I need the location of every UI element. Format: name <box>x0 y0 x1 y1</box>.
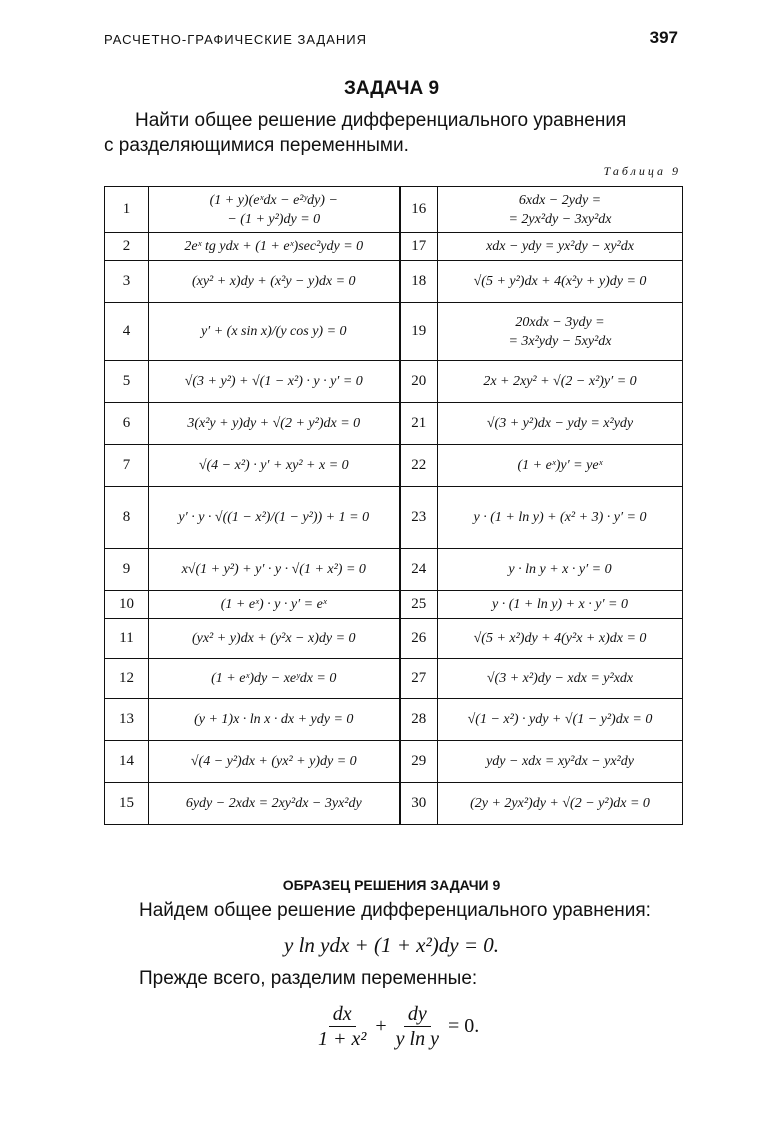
row-number-right: 20 <box>400 361 438 403</box>
table-row <box>105 659 683 699</box>
equation-right: y · (1 + ln y) + (x² + 3) · y′ = 0 <box>438 487 683 549</box>
equation-left: √(4 − x²) · y′ + xy² + x = 0 <box>149 445 400 487</box>
equation-left: 6ydy − 2xdx = 2xy²dx − 3yx²dy <box>149 783 400 825</box>
equation-left: √(4 − y²)dx + (yx² + y)dy = 0 <box>149 741 400 783</box>
equation-left: x√(1 + y²) + y′ · y · √(1 + x²) = 0 <box>149 549 400 591</box>
row-number-right: 24 <box>400 549 438 591</box>
row-number-right: 23 <box>400 487 438 549</box>
equation-right: √(5 + y²)dx + 4(x²y + y)dy = 0 <box>438 261 683 303</box>
equation-right: 20xdx − 3ydy = = 3x²ydy − 5xy²dx <box>438 303 683 361</box>
row-number-right: 19 <box>400 303 438 361</box>
table-caption: Таблица 9 <box>603 164 681 178</box>
fraction-1 <box>314 1002 370 1051</box>
equation-right: √(3 + x²)dy − xdx = y²xdx <box>438 659 683 699</box>
fraction-1-denominator: 1 + x² <box>318 1028 367 1050</box>
sample-paragraph-2: Прежде всего, разделим переменные: <box>139 968 478 989</box>
row-number-left: 3 <box>105 261 149 303</box>
equation-left: (y + 1)x · ln x · dx + ydy = 0 <box>149 699 400 741</box>
task-intro <box>104 108 682 158</box>
table-row <box>105 741 683 783</box>
equations-table <box>104 186 683 825</box>
equation-left: 3(x²y + y)dy + √(2 + y²)dx = 0 <box>149 403 400 445</box>
equation-right: xdx − ydy = yx²dy − xy²dx <box>438 233 683 261</box>
row-number-left: 13 <box>105 699 149 741</box>
row-number-right: 16 <box>400 187 438 233</box>
row-number-left: 10 <box>105 591 149 619</box>
fraction-2-numerator: dy <box>404 1002 431 1027</box>
row-number-right: 26 <box>400 619 438 659</box>
equation-right: √(5 + x²)dy + 4(y²x + x)dx = 0 <box>438 619 683 659</box>
fraction-2-denominator: y ln y <box>395 1028 439 1050</box>
table-row <box>105 783 683 825</box>
row-number-right: 22 <box>400 445 438 487</box>
row-number-left: 9 <box>105 549 149 591</box>
equation-right: (2y + 2yx²)dy + √(2 − y²)dx = 0 <box>438 783 683 825</box>
equation-right: √(3 + y²)dx − ydy = x²ydy <box>438 403 683 445</box>
row-number-right: 21 <box>400 403 438 445</box>
row-number-right: 18 <box>400 261 438 303</box>
row-number-right: 17 <box>400 233 438 261</box>
sample-equation-1: y ln ydx + (1 + x²)dy = 0. <box>284 933 499 957</box>
sample-equation-2 <box>312 1002 482 1051</box>
equation-left: (1 + eˣ) · y · y′ = eˣ <box>149 591 400 619</box>
row-number-left: 4 <box>105 303 149 361</box>
equation-left: (yx² + y)dx + (y²x − x)dy = 0 <box>149 619 400 659</box>
row-number-right: 27 <box>400 659 438 699</box>
equation-right: 2x + 2xy² + √(2 − x²)y′ = 0 <box>438 361 683 403</box>
equation-left: (xy² + x)dy + (x²y − y)dx = 0 <box>149 261 400 303</box>
row-number-right: 29 <box>400 741 438 783</box>
page-header <box>104 28 678 50</box>
equation-left: √(3 + y²) + √(1 − x²) · y · y′ = 0 <box>149 361 400 403</box>
table-row <box>105 591 683 619</box>
row-number-right: 28 <box>400 699 438 741</box>
sample-paragraph-1: Найдем общее решение дифференциального уравнения: <box>139 900 651 921</box>
row-number-left: 2 <box>105 233 149 261</box>
table-row <box>105 403 683 445</box>
equals-zero: = 0. <box>447 1015 480 1037</box>
row-number-right: 25 <box>400 591 438 619</box>
table-row <box>105 699 683 741</box>
row-number-left: 5 <box>105 361 149 403</box>
row-number-left: 6 <box>105 403 149 445</box>
table-row <box>105 187 683 233</box>
row-number-left: 12 <box>105 659 149 699</box>
equation-left: (1 + eˣ)dy − xeʸdx = 0 <box>149 659 400 699</box>
page-number: 397 <box>649 28 678 47</box>
equation-left: 2eˣ tg ydx + (1 + eˣ)sec²ydy = 0 <box>149 233 400 261</box>
equation-right: ydy − xdx = xy²dx − yx²dy <box>438 741 683 783</box>
row-number-left: 7 <box>105 445 149 487</box>
equation-right: √(1 − x²) · ydy + √(1 − y²)dx = 0 <box>438 699 683 741</box>
table-row <box>105 549 683 591</box>
table-row <box>105 445 683 487</box>
equation-right: y · (1 + ln y) + x · y′ = 0 <box>438 591 683 619</box>
fraction-1-numerator: dx <box>329 1002 356 1027</box>
sample-title: ОБРАЗЕЦ РЕШЕНИЯ ЗАДАЧИ 9 <box>282 877 501 893</box>
row-number-left: 8 <box>105 487 149 549</box>
row-number-left: 15 <box>105 783 149 825</box>
equation-left: (1 + y)(eˣdx − e²ʸdy) − − (1 + y²)dy = 0 <box>149 187 400 233</box>
equation-right: (1 + eˣ)y′ = yeˣ <box>438 445 683 487</box>
table-row <box>105 233 683 261</box>
equation-left: y′ · y · √((1 − x²)/(1 − y²)) + 1 = 0 <box>149 487 400 549</box>
task-title: ЗАДАЧА 9 <box>343 78 440 99</box>
running-title: РАСЧЕТНО-ГРАФИЧЕСКИЕ ЗАДАНИЯ <box>104 32 368 47</box>
intro-line-1: Найти общее решение дифференциального уравнения <box>135 110 627 131</box>
table-row <box>105 303 683 361</box>
table-row <box>105 619 683 659</box>
table-row <box>105 487 683 549</box>
table-row <box>105 361 683 403</box>
fraction-2 <box>392 1002 443 1051</box>
equation-right: y · ln y + x · y′ = 0 <box>438 549 683 591</box>
equation-left: y′ + (x sin x)/(y cos y) = 0 <box>149 303 400 361</box>
row-number-right: 30 <box>400 783 438 825</box>
equation-right: 6xdx − 2ydy = = 2yx²dy − 3xy²dx <box>438 187 683 233</box>
table-row <box>105 261 683 303</box>
row-number-left: 14 <box>105 741 149 783</box>
plus-sign: + <box>375 1015 387 1037</box>
row-number-left: 11 <box>105 619 149 659</box>
intro-line-2: с разделяющимися переменными. <box>104 135 409 156</box>
row-number-left: 1 <box>105 187 149 233</box>
